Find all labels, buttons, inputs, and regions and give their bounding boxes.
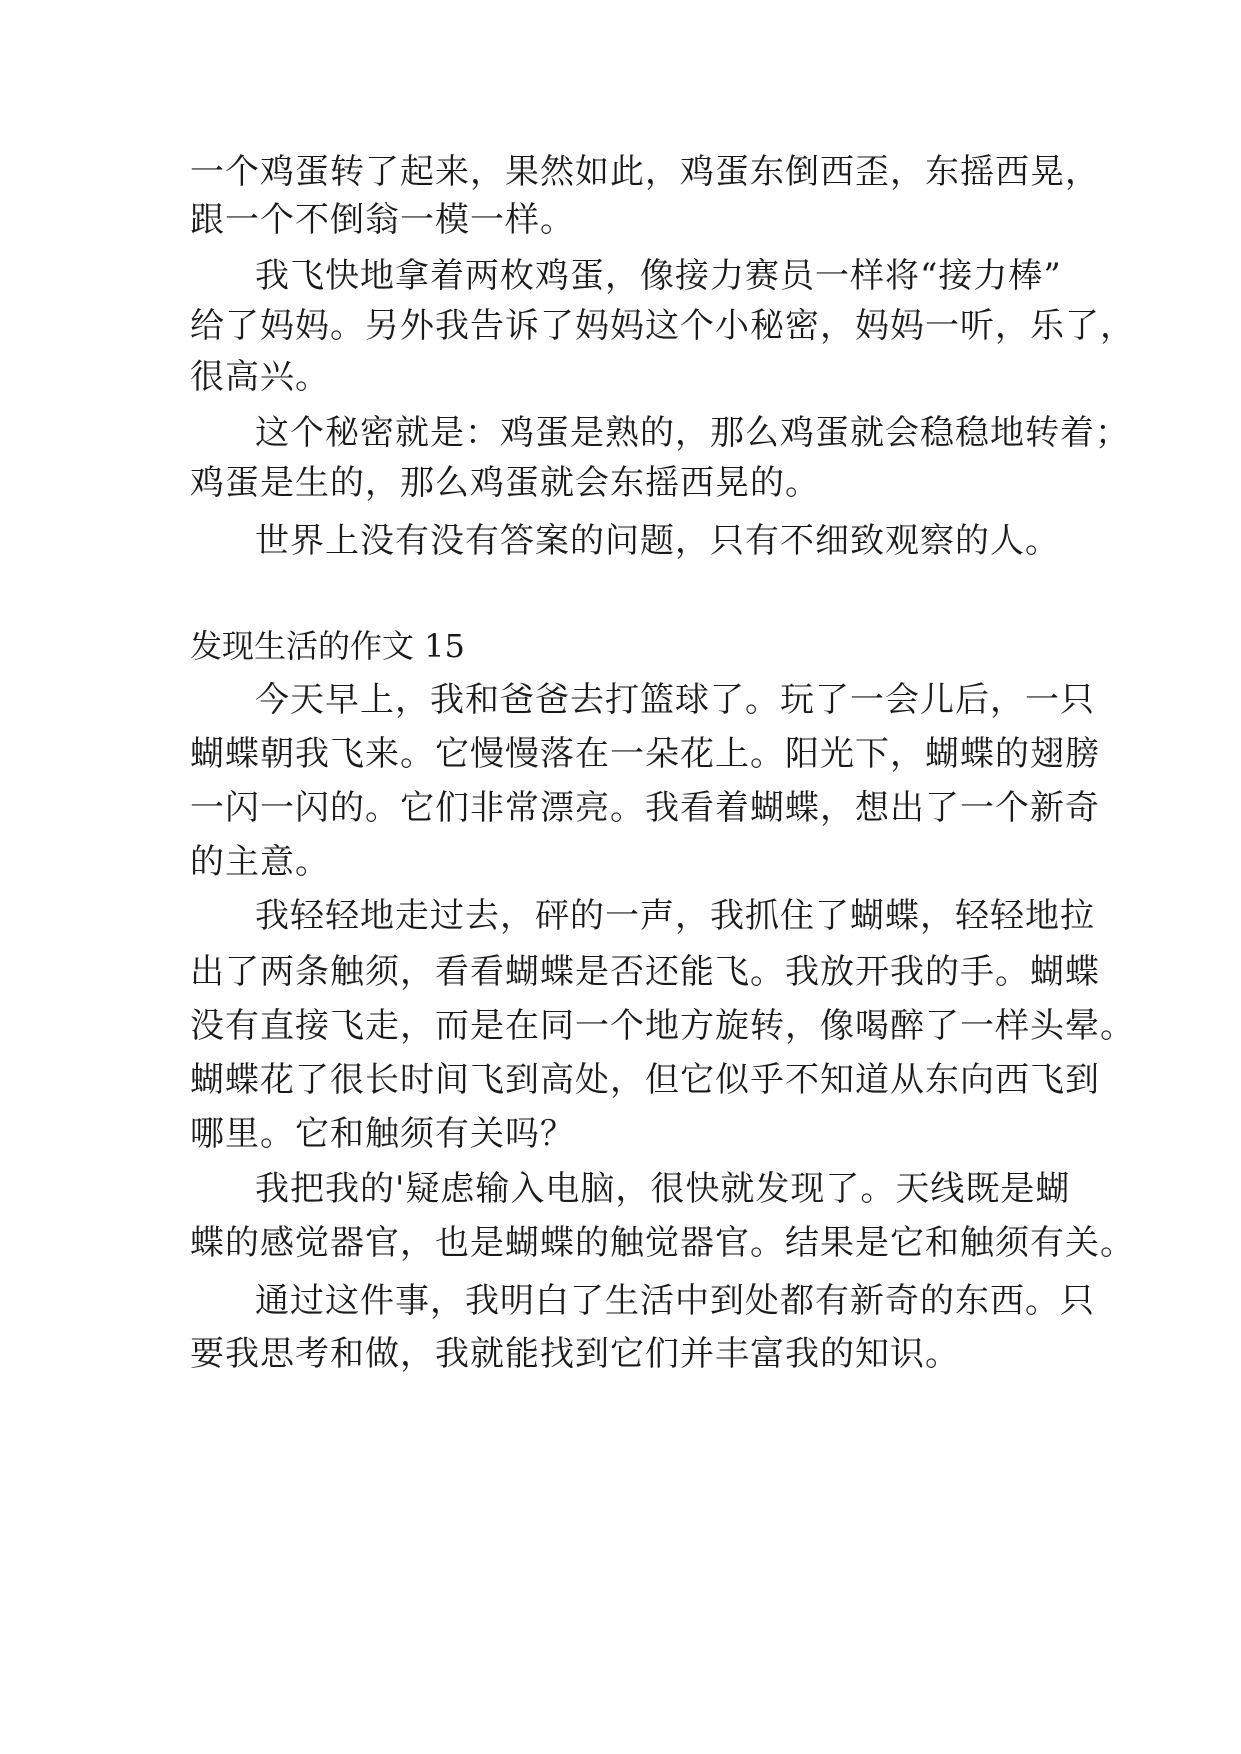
text-line: 很高兴。 bbox=[190, 357, 330, 397]
text-line: 通过这件事，我明白了生活中到处都有新奇的东西。只 bbox=[255, 1281, 1095, 1321]
text-line: 一个鸡蛋转了起来，果然如此，鸡蛋东倒西歪，东摇西晃， bbox=[190, 152, 1100, 192]
text-line: 没有直接飞走，而是在同一个地方旋转，像喝醉了一样头晕。 bbox=[190, 1006, 1135, 1046]
text-line: 世界上没有没有答案的问题，只有不细致观察的人。 bbox=[255, 521, 1060, 561]
text-line: 我飞快地拿着两枚鸡蛋，像接力赛员一样将“接力棒” bbox=[255, 256, 1062, 296]
text-line: 我把我的'疑虑输入电脑，很快就发现了。天线既是蝴 bbox=[255, 1169, 1071, 1209]
text-line: 的主意。 bbox=[190, 842, 330, 882]
text-line: 一闪一闪的。它们非常漂亮。我看着蝴蝶，想出了一个新奇 bbox=[190, 788, 1100, 828]
text-line: 蝴蝶朝我飞来。它慢慢落在一朵花上。阳光下，蝴蝶的翅膀 bbox=[190, 734, 1100, 774]
text-line: 这个秘密就是：鸡蛋是熟的，那么鸡蛋就会稳稳地转着； bbox=[255, 413, 1130, 453]
text-line: 蝴蝶花了很长时间飞到高处，但它似乎不知道从东向西飞到 bbox=[190, 1060, 1100, 1100]
text-line: 蝶的感觉器官，也是蝴蝶的触觉器官。结果是它和触须有关。 bbox=[190, 1223, 1135, 1263]
text-line: 哪里。它和触须有关吗？ bbox=[190, 1114, 575, 1154]
text-line: 鸡蛋是生的，那么鸡蛋就会东摇西晃的。 bbox=[190, 463, 820, 503]
text-line: 给了妈妈。另外我告诉了妈妈这个小秘密，妈妈一听，乐了， bbox=[190, 306, 1135, 346]
text-line: 要我思考和做，我就能找到它们并丰富我的知识。 bbox=[190, 1334, 960, 1374]
text-line: 今天早上，我和爸爸去打篮球了。玩了一会儿后，一只 bbox=[255, 680, 1095, 720]
text-line: 我轻轻地走过去，砰的一声，我抓住了蝴蝶，轻轻地拉 bbox=[255, 896, 1095, 936]
text-line: 跟一个不倒翁一模一样。 bbox=[190, 200, 575, 240]
section-heading: 发现生活的作文 15 bbox=[190, 627, 465, 665]
text-line: 出了两条触须，看看蝴蝶是否还能飞。我放开我的手。蝴蝶 bbox=[190, 952, 1100, 992]
